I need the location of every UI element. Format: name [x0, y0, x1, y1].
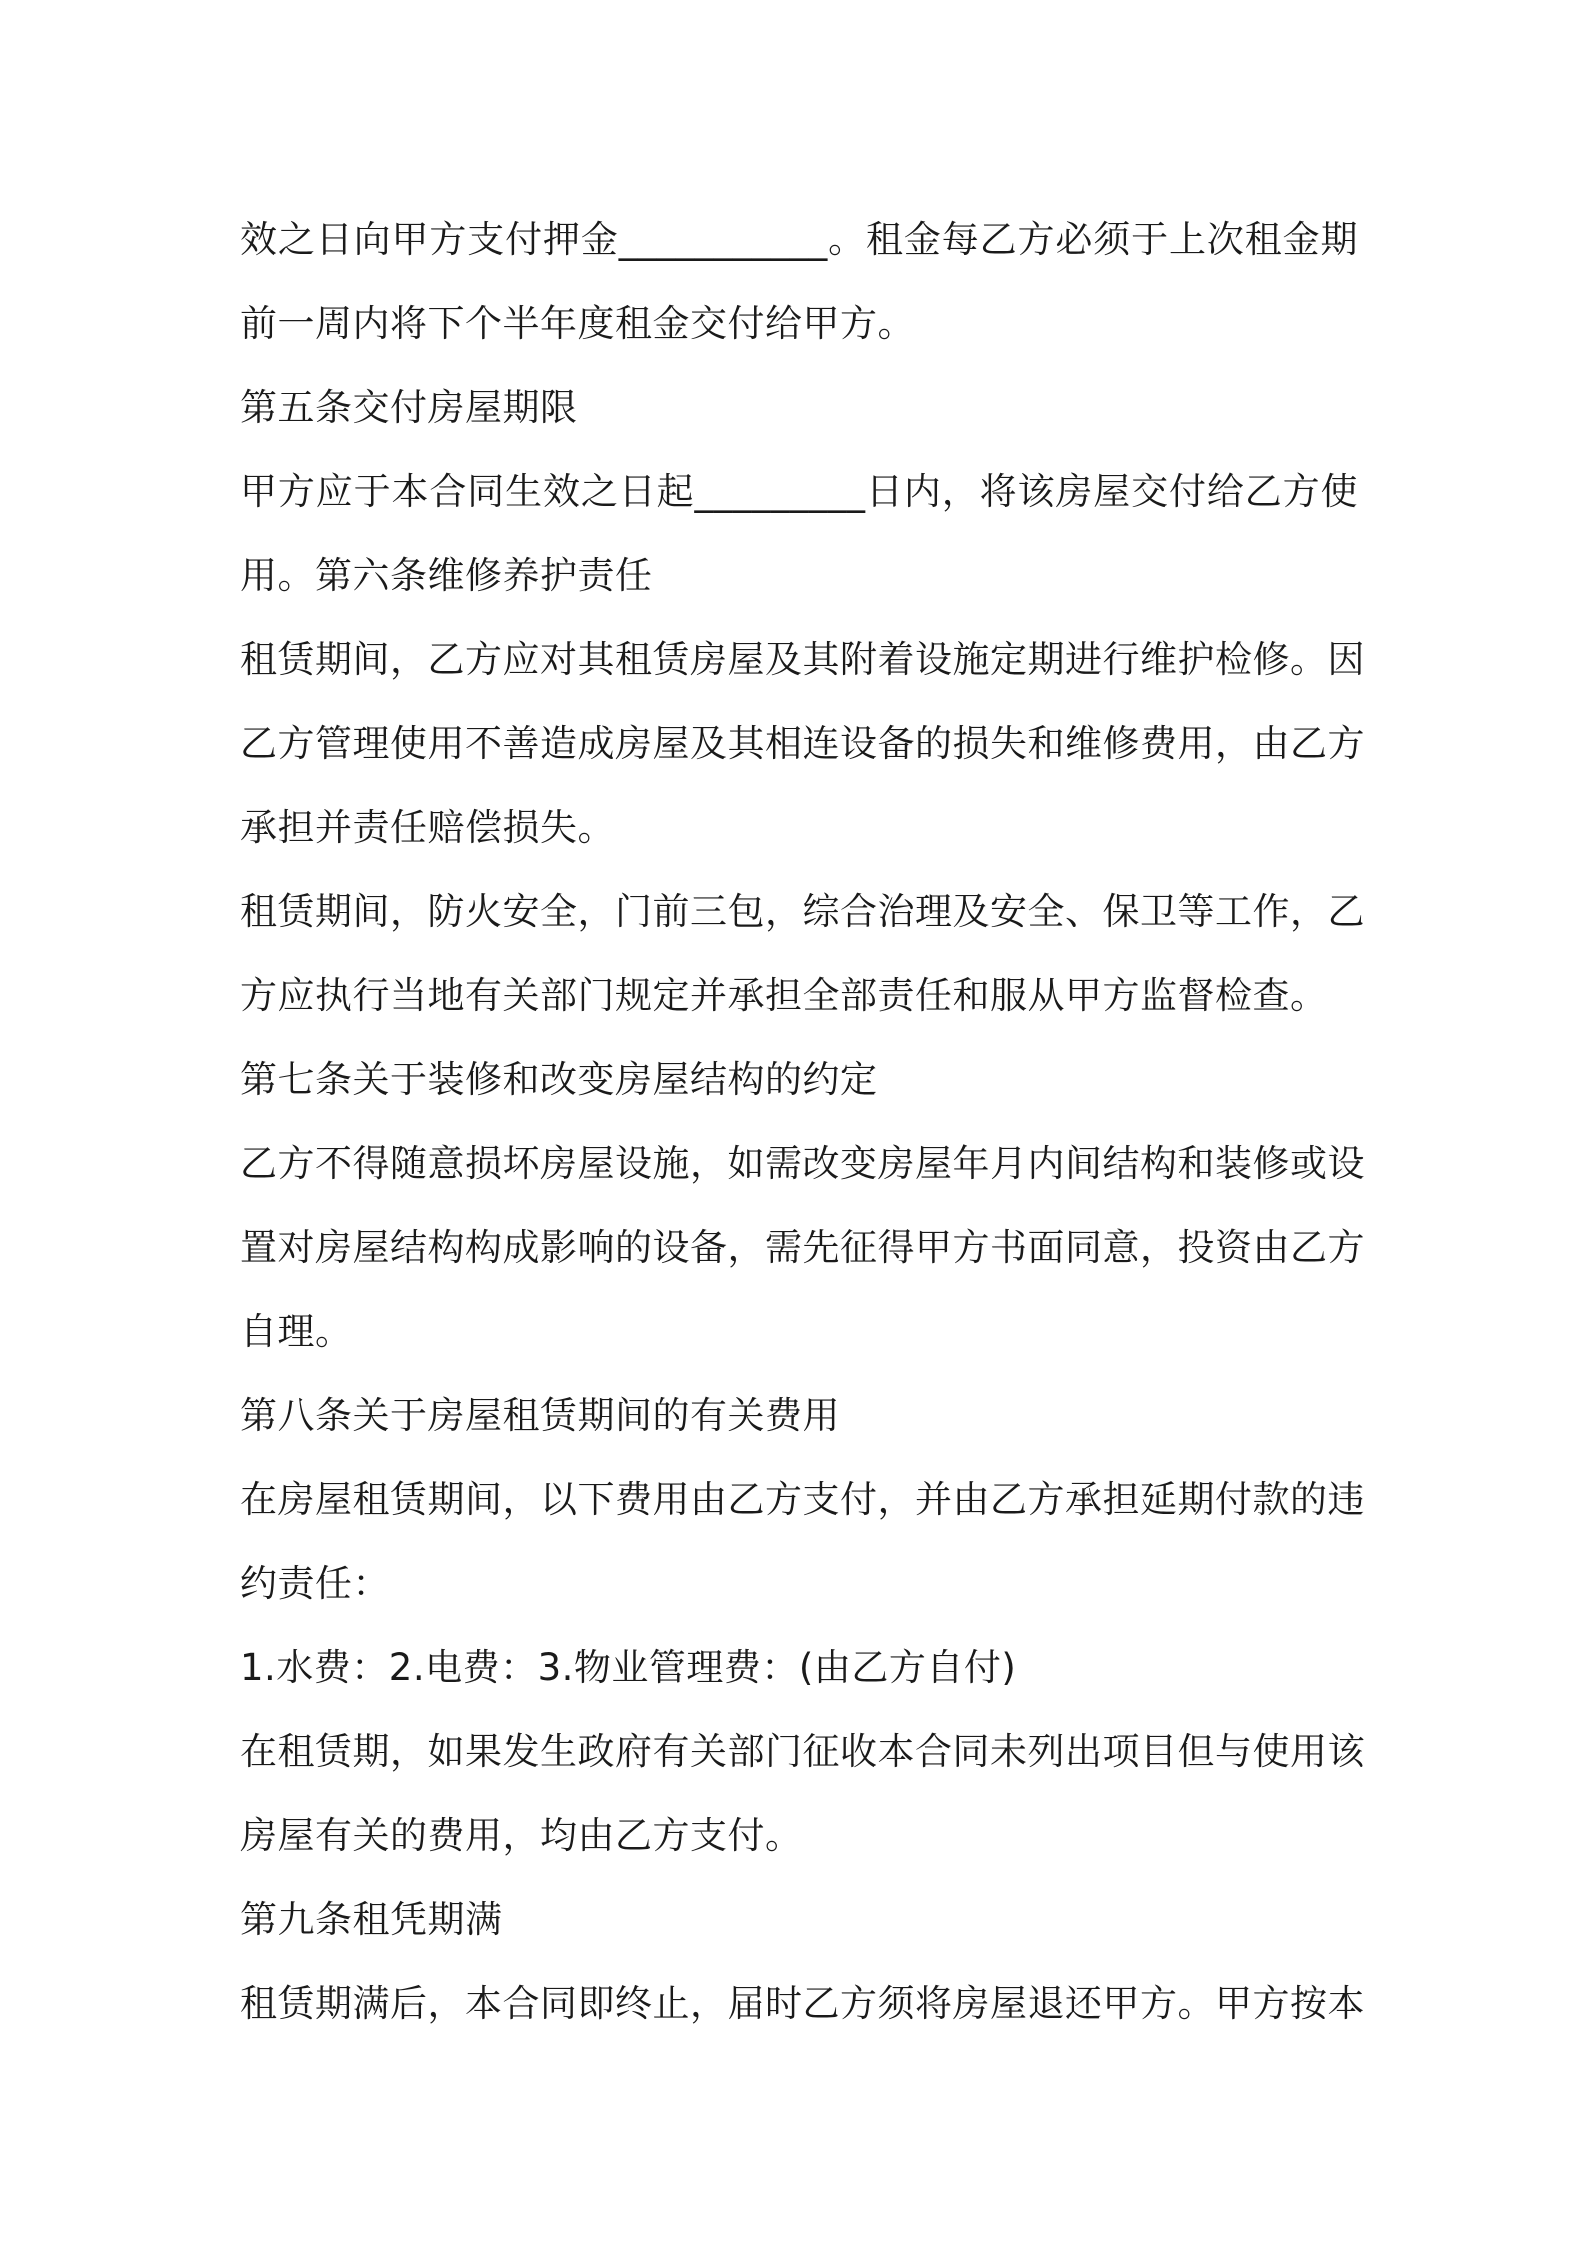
text-line: 1.水费：2.电费：3.物业管理费：(由乙方自付): [240, 1646, 1017, 1689]
section-heading: 第八条关于房屋租赁期间的有关费用: [240, 1394, 840, 1437]
text-line: 用。第六条维修养护责任: [240, 554, 653, 597]
text-line: 房屋有关的费用，均由乙方支付。: [240, 1814, 803, 1857]
text-line: 乙方管理使用不善造成房屋及其相连设备的损失和维修费用，由乙方: [240, 722, 1365, 765]
section-heading: 第五条交付房屋期限: [240, 386, 578, 429]
text-line: 置对房屋结构构成影响的设备，需先征得甲方书面同意，投资由乙方: [240, 1226, 1365, 1269]
text-line: 甲方应于本合同生效之日起_________日内，将该房屋交付给乙方使: [240, 470, 1358, 513]
text-line: 方应执行当地有关部门规定并承担全部责任和服从甲方监督检查。: [240, 974, 1328, 1017]
document-body: [240, 198, 1365, 2046]
text-line: 租赁期间，乙方应对其租赁房屋及其附着设施定期进行维护检修。因: [240, 638, 1365, 681]
text-line: 在房屋租赁期间，以下费用由乙方支付，并由乙方承担延期付款的违: [240, 1478, 1365, 1521]
text-line: 效之日向甲方支付押金___________。租金每乙方必须于上次租金期: [240, 218, 1358, 261]
text-line: 约责任：: [240, 1562, 390, 1605]
text-line: 自理。: [240, 1310, 353, 1353]
section-heading: 第九条租凭期满: [240, 1898, 503, 1941]
section-heading: 第七条关于装修和改变房屋结构的约定: [240, 1058, 878, 1101]
text-line: 乙方不得随意损坏房屋设施，如需改变房屋年月内间结构和装修或设: [240, 1142, 1365, 1185]
text-line: 租赁期间，防火安全，门前三包，综合治理及安全、保卫等工作，乙: [240, 890, 1365, 933]
text-line: 租赁期满后，本合同即终止，届时乙方须将房屋退还甲方。甲方按本: [240, 1982, 1365, 2025]
text-line: 在租赁期，如果发生政府有关部门征收本合同未列出项目但与使用该: [240, 1730, 1365, 1773]
text-line: 承担并责任赔偿损失。: [240, 806, 615, 849]
text-line: 前一周内将下个半年度租金交付给甲方。: [240, 302, 915, 345]
